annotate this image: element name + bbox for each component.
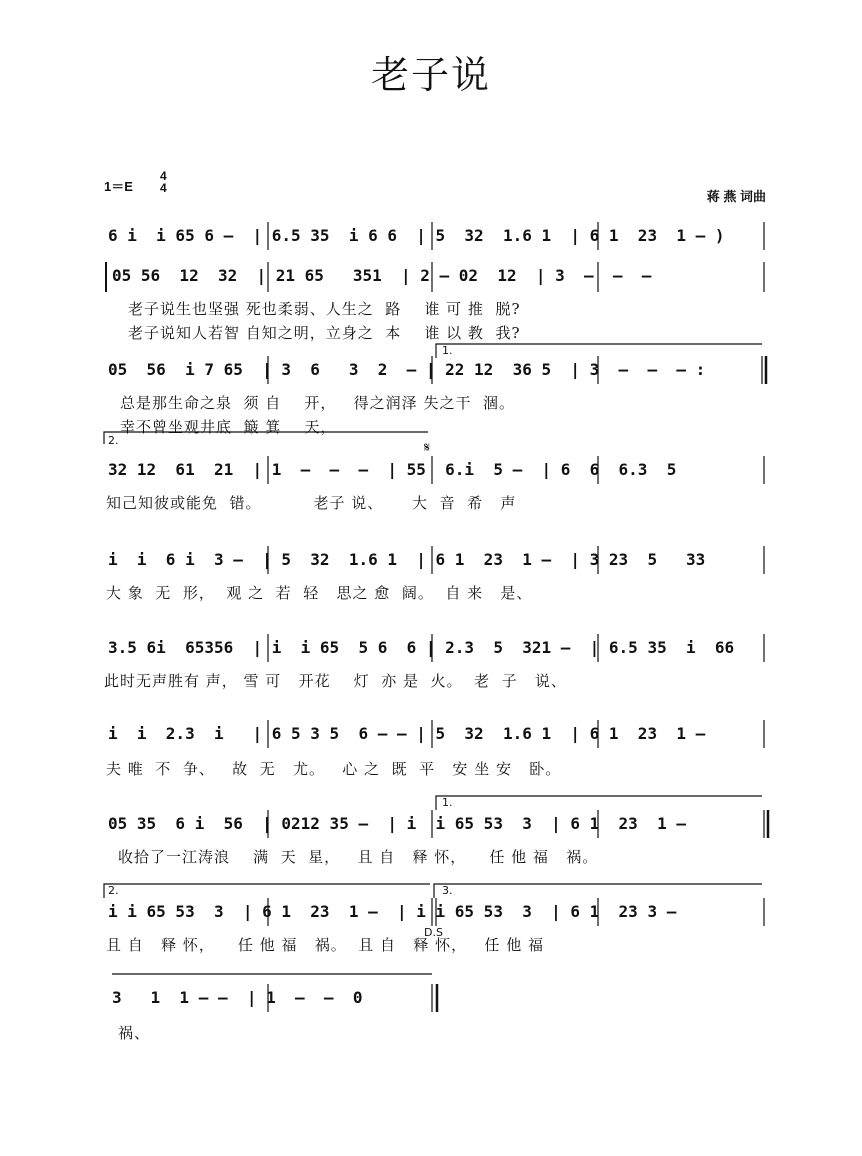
notes-row-7: i i 2.3 i | 6 5 3 5 6 – – | 5 32 1.6 1 | 6 1 23 1 – <box>108 724 706 743</box>
author-credit: 蒋 燕 词曲 <box>706 189 766 204</box>
lyric-row-2a: 老子说生也坚强 死也柔弱、人生之 路 谁 可 推 脱? <box>128 300 521 318</box>
lyric-row-10: 祸、 <box>118 1024 151 1042</box>
lyric-row-9: 且 自 释 怀， 任 他 福 祸。 且 自 释 怀， 任 他 福 <box>106 936 544 954</box>
lyric-row-3a: 总是那生命之泉 须 自 开， 得之润泽 失之干 涸。 <box>120 394 515 412</box>
notes-row-5: i i 6 i 3 – | 5 32 1.6 1 | 6 1 23 1 – | 3 23 5 33 <box>108 550 706 569</box>
volta-3: 3. <box>442 884 453 897</box>
notes-row-1: 6 i i 65 6 – | 6.5 35 i 6 6 | 5 32 1.6 1 | 6 1 23 1 – ) <box>108 226 725 245</box>
ds-mark: D.S <box>424 926 443 939</box>
notes-row-4: 32 12 61 21 | 1 – – – | 55 6.i 5 – | 6 6 6.3 5 <box>108 460 677 479</box>
time-sig-top: 4 <box>160 169 167 183</box>
volta-2b: 2. <box>108 884 119 897</box>
key-signature: 1＝E <box>104 179 133 194</box>
time-sig-bottom: 4 <box>160 181 167 195</box>
lyric-row-3b: 幸不曾坐观井底 簸 箕 天， <box>120 418 337 436</box>
volta-1: 1. <box>442 344 453 357</box>
segno-mark: 𝄋 <box>424 440 431 456</box>
lyric-row-2b: 老子说知人若智 自知之明，立身之 本 谁 以 教 我? <box>128 324 521 342</box>
notes-row-10: 3 1 1 – – | 1 – – 0 <box>112 988 363 1007</box>
notes-row-9: i i 65 53 3 | 6 1 23 1 – | i i 65 53 3 | 6 1 23 3 – <box>108 902 677 921</box>
notes-row-3: 05 56 i 7 65 | 3 6 3 2 – | 22 12 36 5 | 3 – – – : <box>108 360 706 379</box>
lyric-row-6: 此时无声胜有 声， 雪 可 开花 灯 亦 是 火。 老 子 说、 <box>104 672 567 690</box>
notes-row-8: 05 35 6 i 56 | 0212 35 – | i i 65 53 3 | 6 1 23 1 – <box>108 814 686 833</box>
volta-2: 2. <box>108 434 119 447</box>
lyric-row-8: 收拾了一江涛浪 满 天 星， 且 自 释 怀， 任 他 福 祸。 <box>118 848 599 866</box>
lyric-row-4: 知己知彼或能免 错。 老子 说、 大 音 希 声 <box>106 494 517 512</box>
notes-row-6: 3.5 6i 65356 | i i 65 5 6 6 | 2.3 5 321 – | 6.5 35 i 66 <box>108 638 735 657</box>
lyric-row-5: 大 象 无 形， 观 之 若 轻 思之 愈 阔。 自 来 是、 <box>106 584 533 602</box>
song-title: 老子说 <box>370 53 491 97</box>
volta-1b: 1. <box>442 796 453 809</box>
notes-row-2: 05 56 12 32 | 21 65 351 | 2 – 02 12 | 3 – – – <box>112 266 652 285</box>
lyric-row-7: 夫 唯 不 争、 故 无 尤。 心 之 既 平 安 坐 安 卧。 <box>106 760 562 778</box>
